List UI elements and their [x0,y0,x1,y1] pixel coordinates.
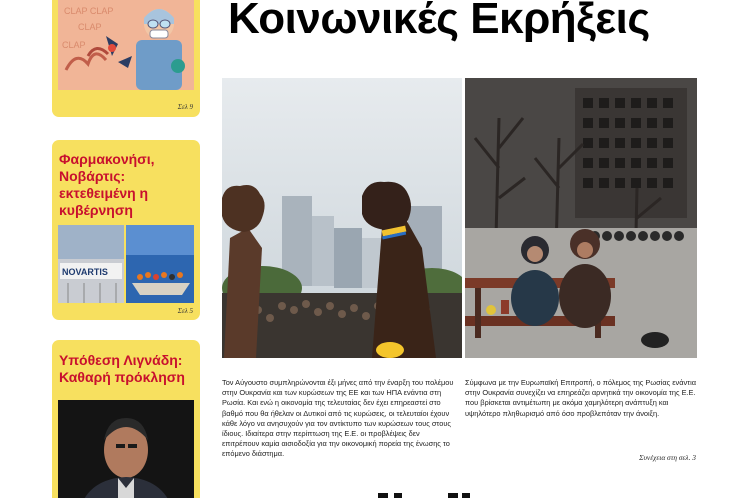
article-right-column: Σύμφωνα με την Ευρωπαϊκή Επιτροπή, ο πόλεμος της Ρωσίας ενάντια στην Ουκρανία συνεχίζει να επηρεάζει αρνητικά την οικονομία της Ε.Ε. που βρίσκεται αντιμέτωπη με ακόμα χαμηλότερη ανάπτυξη και υψηλότερο πληθωρισμό από όσο προβλεπόταν την άνοιξη. [465,378,696,418]
man-portrait-icon [58,400,194,498]
sidebar-card-1[interactable] [52,0,200,117]
graffiti-text: CLAP CLAP [64,6,114,16]
card-2-images [58,225,194,303]
card-3-portrait [58,400,194,498]
cutoff-text-icon [330,491,530,498]
card-2-title: Φαρμακονήσι, Νοβάρτις: εκτεθειμένη η κυβέρνηση [59,151,155,218]
headline: Κοινωνικές Εκρήξεις [228,0,650,43]
svg-text:CLAP: CLAP [78,22,102,32]
raised-fists-protest-photo-icon [222,78,462,358]
sidebar-card-2[interactable] [52,140,200,320]
protest-photo [222,78,462,358]
card-1-illustration [58,0,194,90]
next-headline-fragment [330,488,530,498]
sidebar [52,0,200,498]
card-3-title: Υπόθεση Λιγνάδη: Καθαρή πρόκληση [59,352,185,385]
novartis-refugee-photo-icon [58,225,194,303]
war-ruins-photo [465,78,697,358]
card-1-page-ref: Σελ 9 [177,103,193,111]
clap-illustration-icon [58,0,194,90]
card-2-page-ref: Σελ 5 [177,307,193,315]
svg-text:CLAP: CLAP [62,40,86,50]
war-ruins-refugees-photo-icon [465,78,697,358]
sidebar-card-3[interactable] [52,340,200,498]
article-left-column: Τον Αύγουστο συμπληρώνονται έξι μήνες από την έναρξη του πολέμου στην Ουκρανία και των κυρώσεων της ΕΕ και των ΗΠΑ ενάντια στη Ρωσία. Και ενώ η οικονομία της τελευταίας δεν έχει επηρεαστεί στο βαθμό που θα ήθελαν οι Δυτικοί από τις κυρώσεις, οι τελευταίοι έχουν κάθε λόγο να ανησυχούν για τον αντίκτυπο των κυρώσεων τους στους ίδιους. Ιδιαίτερα στην περίπτωση της Ε.Ε. οι προβλέψεις δεν επιτρέπουν καμία αισιοδοξία για την οικονομική πορεία της ένωσης το επόμενο διάστημα. [222,378,454,459]
novartis-logo-text: NOVARTIS [62,267,108,277]
continue-note[interactable]: Συνέχεια στη σελ. 3 [639,453,696,462]
